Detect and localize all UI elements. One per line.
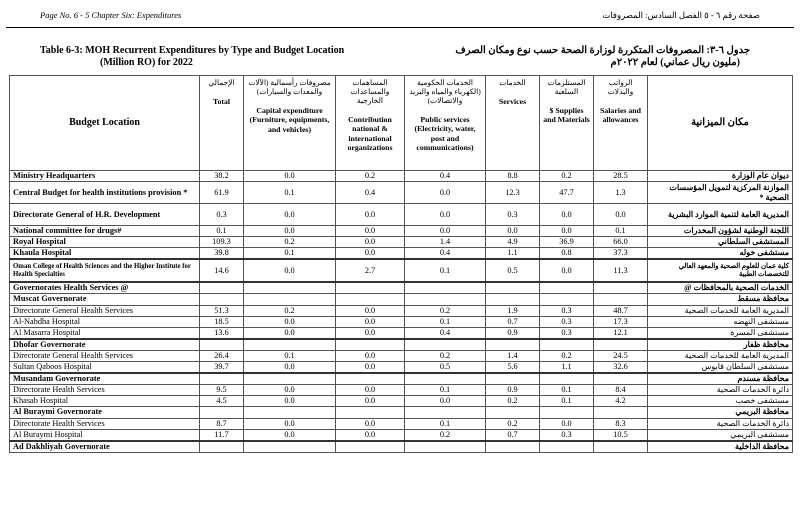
row-label-en: Al-Nahdha Hospital (10, 316, 200, 327)
value-cell: 0.7 (486, 316, 540, 327)
value-cell: 0.4 (405, 327, 486, 339)
value-cell: 0.2 (336, 171, 405, 182)
value-cell: 8.4 (594, 385, 648, 396)
title-en-line2: (Million RO) for 2022 (100, 57, 193, 68)
value-cell (540, 373, 594, 385)
row-label-ar: مستشفى السلطان قابوس (648, 362, 793, 374)
value-cell: 0.4 (336, 182, 405, 204)
section-row (10, 373, 793, 385)
value-cell: 0.4 (405, 248, 486, 260)
row-label-en: Dhofar Governorate (10, 339, 200, 351)
value-cell (200, 373, 244, 385)
value-cell (540, 407, 594, 418)
table-row (10, 396, 793, 407)
value-cell (405, 407, 486, 418)
value-cell: 0.2 (405, 305, 486, 316)
value-cell: 0.0 (405, 226, 486, 237)
value-cell: 61.9 (200, 182, 244, 204)
table-row (10, 204, 793, 226)
table-row (10, 362, 793, 374)
value-cell: 0.1 (244, 182, 336, 204)
value-cell: 0.0 (336, 226, 405, 237)
row-label-en: Ministry Headquarters (10, 171, 200, 182)
col-location-en: Budget Location (10, 76, 200, 171)
table-row (10, 327, 793, 339)
row-label-en: National committee for drugs# (10, 226, 200, 237)
value-cell (594, 407, 648, 418)
value-cell: 0.4 (405, 171, 486, 182)
row-label-ar: مستشفى خوله (648, 248, 793, 260)
row-label-ar: محافظة الداخلية (648, 441, 793, 453)
value-cell (336, 441, 405, 453)
value-cell: 0.0 (336, 204, 405, 226)
table-row (10, 305, 793, 316)
col-services: الخدمات Services (486, 76, 540, 171)
title-en-line1: Table 6-3: MOH Recurrent Expenditures by Type and Budget Location (40, 45, 345, 56)
value-cell (336, 373, 405, 385)
row-label-ar: محافظة ظفار (648, 339, 793, 351)
value-cell: 0.1 (244, 248, 336, 260)
value-cell: 0.0 (244, 259, 336, 282)
value-cell: 12.1 (594, 327, 648, 339)
value-cell (405, 339, 486, 351)
value-cell (200, 441, 244, 453)
value-cell: 0.9 (486, 327, 540, 339)
value-cell: 2.7 (336, 259, 405, 282)
value-cell: 39.8 (200, 248, 244, 260)
value-cell: 10.5 (594, 429, 648, 441)
value-cell: 9.5 (200, 385, 244, 396)
table-row (10, 418, 793, 429)
row-label-en: Central Budget for health institutions provision * (10, 182, 200, 204)
row-label-en: Directorate Health Services (10, 418, 200, 429)
value-cell: 5.6 (486, 362, 540, 374)
row-label-ar: اللجنة الوطنية لشؤون المخدرات (648, 226, 793, 237)
value-cell: 4.2 (594, 396, 648, 407)
row-label-en: Khaula Hospital (10, 248, 200, 260)
value-cell: 0.2 (486, 418, 540, 429)
value-cell (405, 294, 486, 305)
value-cell: 4.5 (200, 396, 244, 407)
value-cell: 0.0 (405, 182, 486, 204)
value-cell: 0.0 (244, 385, 336, 396)
title-ar-line1: جدول ٦-٣: المصروفات المتكررة لوزارة الصحة حسب نوع ومكان الصرف (455, 45, 750, 56)
value-cell: 39.7 (200, 362, 244, 374)
value-cell: 0.3 (540, 327, 594, 339)
table-body (10, 171, 793, 453)
value-cell (486, 441, 540, 453)
value-cell: 11.7 (200, 429, 244, 441)
value-cell (594, 282, 648, 294)
row-label-en: Al Buraymi Governorate (10, 407, 200, 418)
value-cell: 1.4 (405, 237, 486, 248)
table-row (10, 429, 793, 441)
value-cell: 12.3 (486, 182, 540, 204)
row-label-en: Al Buraymi Hospital (10, 429, 200, 441)
value-cell (244, 294, 336, 305)
value-cell: 0.1 (540, 396, 594, 407)
table-row (10, 171, 793, 182)
value-cell: 0.5 (486, 259, 540, 282)
value-cell: 0.0 (336, 429, 405, 441)
page-header-right: صفحة رقم ٦ - ٥ الفصل السادس: المصروفات (602, 10, 760, 20)
section-row (10, 441, 793, 453)
value-cell: 0.0 (540, 226, 594, 237)
row-label-ar: مستشفى المسرة (648, 327, 793, 339)
row-label-ar: المديرية العامة للخدمات الصحية (648, 305, 793, 316)
row-label-en: Khasab Hospital (10, 396, 200, 407)
value-cell: 0.1 (405, 385, 486, 396)
value-cell: 109.3 (200, 237, 244, 248)
table-title-en (40, 45, 344, 69)
expenditure-table (9, 75, 793, 453)
row-label-ar: دائرة الخدمات الصحية (648, 385, 793, 396)
value-cell (486, 339, 540, 351)
row-label-en: Royal Hospital (10, 237, 200, 248)
value-cell: 0.0 (244, 316, 336, 327)
value-cell: 0.1 (405, 418, 486, 429)
value-cell: 8.8 (486, 171, 540, 182)
row-label-en: Ad Dakhliyah Governorate (10, 441, 200, 453)
value-cell: 1.4 (486, 350, 540, 361)
value-cell (594, 441, 648, 453)
value-cell: 0.0 (486, 226, 540, 237)
value-cell: 8.3 (594, 418, 648, 429)
row-label-ar: كلية عمان للعلوم الصحية والمعهد العالي للتخصصات الطبية (648, 259, 793, 282)
table-row (10, 259, 793, 282)
table-row (10, 226, 793, 237)
value-cell: 1.9 (486, 305, 540, 316)
section-row (10, 282, 793, 294)
value-cell: 1.1 (540, 362, 594, 374)
value-cell: 0.2 (405, 429, 486, 441)
row-label-ar: الموازنة المركزية لتمويل المؤسسات الصحية * (648, 182, 793, 204)
col-supplies: المستلزمات السلعية $ Supplies and Materials (540, 76, 594, 171)
value-cell: 0.0 (336, 305, 405, 316)
value-cell: 0.3 (540, 429, 594, 441)
table-title-ar (455, 45, 750, 69)
value-cell: 0.0 (336, 316, 405, 327)
value-cell: 0.0 (336, 385, 405, 396)
value-cell (244, 339, 336, 351)
value-cell: 0.3 (540, 316, 594, 327)
col-contribution: المساهمات والمساعدات الخارجية Contribution national & international organizations (336, 76, 405, 171)
table-row (10, 237, 793, 248)
value-cell: 0.0 (336, 237, 405, 248)
value-cell (594, 339, 648, 351)
col-salaries: الرواتب والبدلات Salaries and allowances (594, 76, 648, 171)
header-rule (6, 27, 794, 28)
value-cell: 51.3 (200, 305, 244, 316)
value-cell: 47.7 (540, 182, 594, 204)
value-cell (486, 294, 540, 305)
value-cell: 0.0 (336, 350, 405, 361)
row-label-en: Al Masarra Hospital (10, 327, 200, 339)
value-cell (336, 407, 405, 418)
value-cell (405, 282, 486, 294)
value-cell (594, 373, 648, 385)
value-cell (336, 294, 405, 305)
value-cell: 0.0 (244, 396, 336, 407)
value-cell: 11.3 (594, 259, 648, 282)
value-cell: 0.3 (540, 305, 594, 316)
value-cell: 0.2 (244, 237, 336, 248)
value-cell: 0.3 (486, 204, 540, 226)
value-cell: 0.1 (244, 350, 336, 361)
value-cell: 0.0 (244, 204, 336, 226)
value-cell: 4.9 (486, 237, 540, 248)
row-label-ar: محافظة مسقط (648, 294, 793, 305)
col-total: الإجمالي Total (200, 76, 244, 171)
value-cell: 0.0 (244, 429, 336, 441)
value-cell: 0.0 (336, 396, 405, 407)
row-label-en: Musandam Governorate (10, 373, 200, 385)
value-cell: 32.6 (594, 362, 648, 374)
value-cell: 18.5 (200, 316, 244, 327)
table-row (10, 350, 793, 361)
value-cell (405, 441, 486, 453)
value-cell: 36.9 (540, 237, 594, 248)
value-cell: 0.0 (594, 204, 648, 226)
col-location-ar: مكان الميزانية (648, 76, 793, 171)
row-label-en: Sultan Qaboos Hospital (10, 362, 200, 374)
value-cell: 0.5 (405, 362, 486, 374)
value-cell: 17.3 (594, 316, 648, 327)
row-label-ar: دائرة الخدمات الصحية (648, 418, 793, 429)
row-label-en: Directorate Health Services (10, 385, 200, 396)
value-cell (200, 339, 244, 351)
value-cell: 48.7 (594, 305, 648, 316)
value-cell: 0.0 (244, 362, 336, 374)
value-cell: 0.9 (486, 385, 540, 396)
table-row (10, 385, 793, 396)
value-cell: 0.0 (540, 204, 594, 226)
row-label-ar: المستشفى السلطاني (648, 237, 793, 248)
table-row (10, 316, 793, 327)
value-cell (244, 282, 336, 294)
value-cell (405, 373, 486, 385)
value-cell: 0.3 (200, 204, 244, 226)
value-cell (200, 407, 244, 418)
value-cell: 28.5 (594, 171, 648, 182)
value-cell (200, 282, 244, 294)
value-cell: 8.7 (200, 418, 244, 429)
value-cell: 24.5 (594, 350, 648, 361)
value-cell: 0.0 (336, 248, 405, 260)
row-label-ar: ديوان عام الوزارة (648, 171, 793, 182)
value-cell: 0.2 (540, 350, 594, 361)
row-label-en: Oman College of Health Sciences and the Higher Institute for Health Specialties (10, 259, 200, 282)
value-cell: 0.0 (405, 204, 486, 226)
row-label-en: Directorate General Health Services (10, 350, 200, 361)
value-cell: 0.0 (405, 396, 486, 407)
value-cell (540, 294, 594, 305)
value-cell: 0.7 (486, 429, 540, 441)
row-label-en: Directorate General Health Services (10, 305, 200, 316)
value-cell (200, 294, 244, 305)
value-cell (336, 282, 405, 294)
table-row (10, 248, 793, 260)
value-cell: 0.0 (244, 327, 336, 339)
value-cell: 0.0 (244, 418, 336, 429)
value-cell (244, 407, 336, 418)
value-cell: 0.1 (540, 385, 594, 396)
value-cell: 0.1 (594, 226, 648, 237)
value-cell: 14.6 (200, 259, 244, 282)
value-cell: 0.0 (244, 226, 336, 237)
value-cell (540, 282, 594, 294)
row-label-ar: محافظة مسندم (648, 373, 793, 385)
row-label-en: Governorates Health Services @ (10, 282, 200, 294)
value-cell: 0.2 (405, 350, 486, 361)
row-label-ar: مستشفى خصب (648, 396, 793, 407)
value-cell: 66.0 (594, 237, 648, 248)
value-cell: 0.2 (486, 396, 540, 407)
row-label-ar: مستشفى البريمي (648, 429, 793, 441)
value-cell: 13.6 (200, 327, 244, 339)
title-ar-line2: (مليون ريال عماني) لعام ٢٠٢٢م (610, 57, 740, 68)
value-cell (594, 294, 648, 305)
value-cell: 0.8 (540, 248, 594, 260)
row-label-ar: محافظة البريمي (648, 407, 793, 418)
value-cell: 1.3 (594, 182, 648, 204)
row-label-ar: الخدمات الصحية بالمحافظات @ (648, 282, 793, 294)
value-cell: 26.4 (200, 350, 244, 361)
value-cell (486, 282, 540, 294)
value-cell (336, 339, 405, 351)
value-cell: 0.1 (405, 259, 486, 282)
value-cell (540, 339, 594, 351)
section-row (10, 339, 793, 351)
value-cell: 0.0 (336, 362, 405, 374)
value-cell (540, 441, 594, 453)
value-cell: 0.0 (336, 418, 405, 429)
value-cell: 38.2 (200, 171, 244, 182)
value-cell: 0.2 (244, 305, 336, 316)
row-label-ar: مستشفى النهضه (648, 316, 793, 327)
value-cell: 0.0 (336, 327, 405, 339)
row-label-en: Directorate General of H.R. Development (10, 204, 200, 226)
value-cell: 0.0 (540, 418, 594, 429)
value-cell: 0.1 (405, 316, 486, 327)
value-cell: 0.2 (540, 171, 594, 182)
row-label-ar: المديرية العامة لتنمية الموارد البشرية (648, 204, 793, 226)
value-cell (244, 441, 336, 453)
value-cell: 0.1 (200, 226, 244, 237)
col-capital: مصروفات رأسمالية (الآلات والمعدات والسيارات) Capital expenditure (Furniture, equipments, and vehicles) (244, 76, 336, 171)
section-row (10, 294, 793, 305)
row-label-en: Muscat Governorate (10, 294, 200, 305)
page-header-left: Page No. 6 - 5 Chapter Six: Expenditures (40, 10, 182, 20)
value-cell: 0.0 (540, 259, 594, 282)
row-label-ar: المديرية العامة للخدمات الصحية (648, 350, 793, 361)
value-cell: 1.1 (486, 248, 540, 260)
col-public-services: الخدمات الحكومية (الكهرباء والمياه والبريد والاتصالات) Public services (Electricity, water, post and communications) (405, 76, 486, 171)
value-cell: 0.0 (244, 171, 336, 182)
table-row (10, 182, 793, 204)
value-cell: 37.3 (594, 248, 648, 260)
value-cell (486, 373, 540, 385)
section-row (10, 407, 793, 418)
value-cell (486, 407, 540, 418)
value-cell (244, 373, 336, 385)
